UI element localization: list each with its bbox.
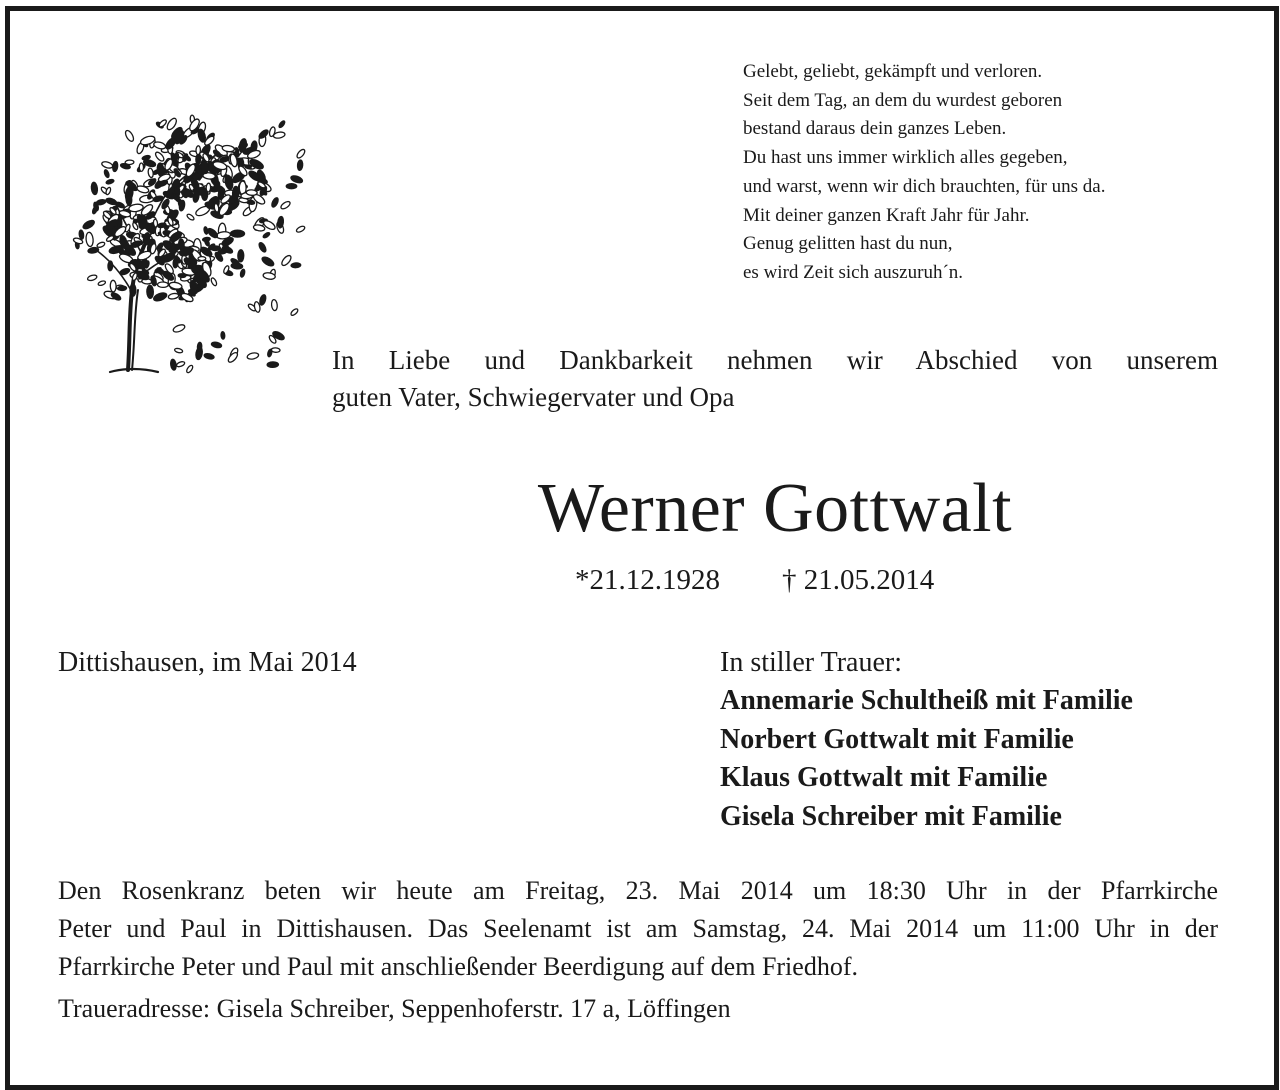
- mourner-family: Annemarie Schultheiß mit Familie: [720, 685, 1133, 716]
- intro-line: guten Vater, Schwiegervater und Opa: [332, 382, 735, 412]
- mourner-family: Klaus Gottwalt mit Familie: [720, 762, 1048, 793]
- poem-line: Du hast uns immer wirklich alles gegeben,: [743, 147, 1068, 169]
- intro-line: In Liebe und Dankbarkeit nehmen wir Abschied von unserem: [332, 345, 1218, 375]
- mourners-list: [720, 644, 1133, 836]
- life-dates: [575, 560, 934, 600]
- tree-leaves-icon: [62, 78, 312, 383]
- mourner-family: Norbert Gottwalt mit Familie: [720, 723, 1074, 755]
- birth-date: *21.12.1928: [575, 564, 720, 596]
- poem-line: Genug gelitten hast du nun,: [743, 233, 953, 255]
- service-line: Den Rosenkranz beten wir heute am Freitag, 23. Mai 2014 um 18:30 Uhr in der Pfarrkirche: [58, 876, 1218, 905]
- poem-line: Seit dem Tag, an dem du wurdest geboren: [743, 89, 1063, 111]
- poem-line: bestand daraus dein ganzes Leben.: [743, 118, 1007, 140]
- service-line: Pfarrkirche Peter und Paul mit anschließender Beerdigung auf dem Friedhof.: [58, 952, 858, 981]
- poem-line: es wird Zeit sich auszuruh´n.: [743, 261, 964, 283]
- poem-line: Gelebt, geliebt, gekämpft und verloren.: [743, 61, 1043, 82]
- mourning-address: Traueradresse: Gisela Schreiber, Seppenhoferstr. 17 a, Löffingen: [58, 994, 731, 1023]
- service-line: Peter und Paul in Dittishausen. Das Seelenamt ist am Samstag, 24. Mai 2014 um 11:00 Uhr in der: [58, 914, 1218, 943]
- mourners-heading: In stiller Trauer:: [720, 647, 902, 678]
- deceased-name: Werner Gottwalt: [537, 470, 1013, 547]
- farewell-intro: [332, 342, 1218, 416]
- mourner-family: Gisela Schreiber mit Familie: [720, 800, 1062, 832]
- place-and-date: Dittishausen, im Mai 2014: [58, 647, 357, 678]
- death-date: † 21.05.2014: [782, 564, 935, 596]
- poem-line: Mit deiner ganzen Kraft Jahr für Jahr.: [743, 204, 1030, 226]
- poem: [743, 58, 1243, 288]
- service-info: [58, 872, 1218, 986]
- poem-line: und warst, wenn wir dich brauchten, für uns da.: [743, 175, 1106, 197]
